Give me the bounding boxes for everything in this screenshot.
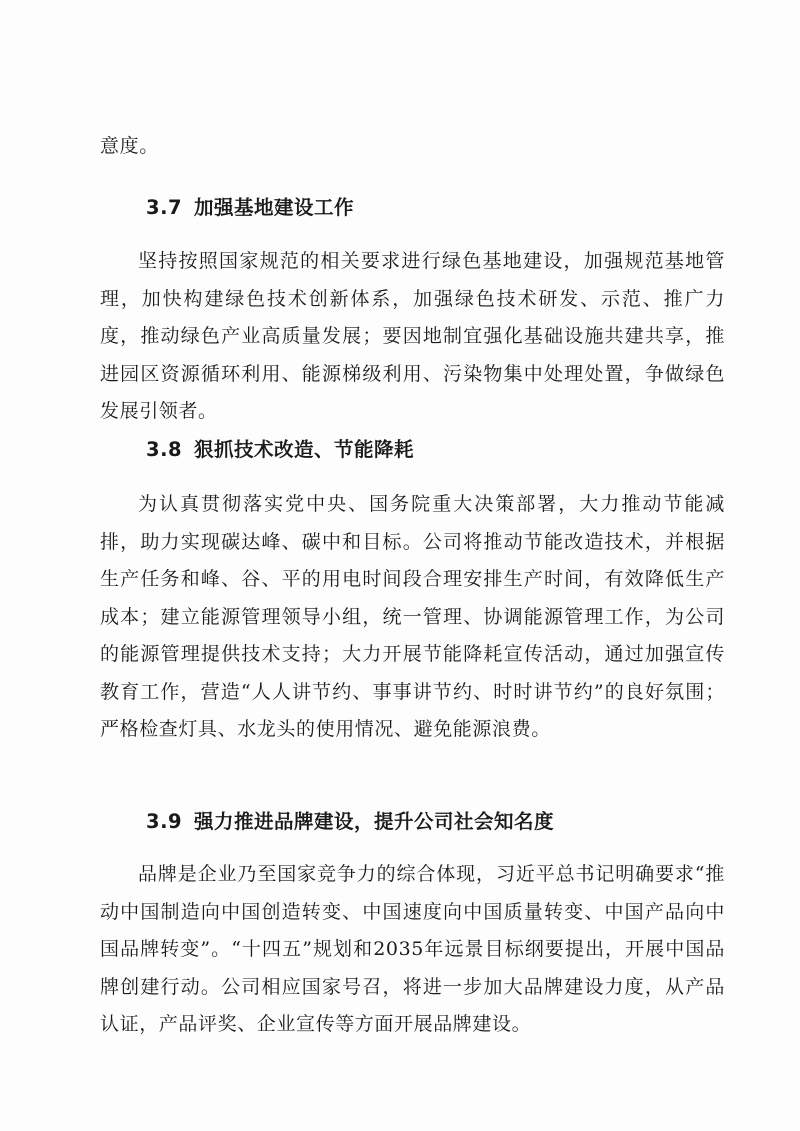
section-number: 3.9 bbox=[146, 810, 183, 833]
section-3-9-paragraph: 品牌是企业乃至国家竞争力的综合体现，习近平总书记明确要求“推动中国制造向中国创造转变、中国速度向中国质量转变、中国产品向中国品牌转变”。“十四五”规划和2035年远景目标纲要提出，开展中国品牌创建行动。公司相应国家号召，将进一步加大品牌建设力度，从产品认证，产品评奖、企业宣传等方面开展品牌建设。 bbox=[100, 863, 725, 1035]
section-heading-3-8 bbox=[146, 434, 414, 462]
section-title: 狠抓技术改造、节能降耗 bbox=[194, 438, 415, 461]
section-heading-3-7 bbox=[146, 192, 354, 220]
section-number: 3.8 bbox=[146, 438, 183, 461]
section-heading-3-9 bbox=[146, 806, 554, 834]
section-title: 加强基地建设工作 bbox=[194, 196, 355, 219]
section-number: 3.7 bbox=[146, 196, 183, 219]
section-3-7-paragraph: 坚持按照国家规范的相关要求进行绿色基地建设，加强规范基地管理，加快构建绿色技术创新体系，加强绿色技术研发、示范、推广力度，推动绿色产业高质量发展；要因地制宜强化基础设施共建共享，推进园区资源循环利用、能源梯级利用、污染物集中处理处置，争做绿色发展引领者。 bbox=[100, 250, 725, 422]
section-3-8-paragraph: 为认真贯彻落实党中央、国务院重大决策部署，大力推动节能减排，助力实现碳达峰、碳中和目标。公司将推动节能改造技术，并根据生产任务和峰、谷、平的用电时间段合理安排生产时间，有效降低生产成本；建立能源管理领导小组，统一管理、协调能源管理工作，为公司的能源管理提供技术支持；大力开展节能降耗宣传活动，通过加强宣传教育工作，营造“人人讲节约、事事讲节约、时时讲节约”的良好氛围；严格检查灯具、水龙头的使用情况、避免能源浪费。 bbox=[100, 493, 725, 740]
continuation-paragraph: 意度。 bbox=[100, 135, 159, 157]
section-title: 强力推进品牌建设，提升公司社会知名度 bbox=[194, 810, 555, 833]
